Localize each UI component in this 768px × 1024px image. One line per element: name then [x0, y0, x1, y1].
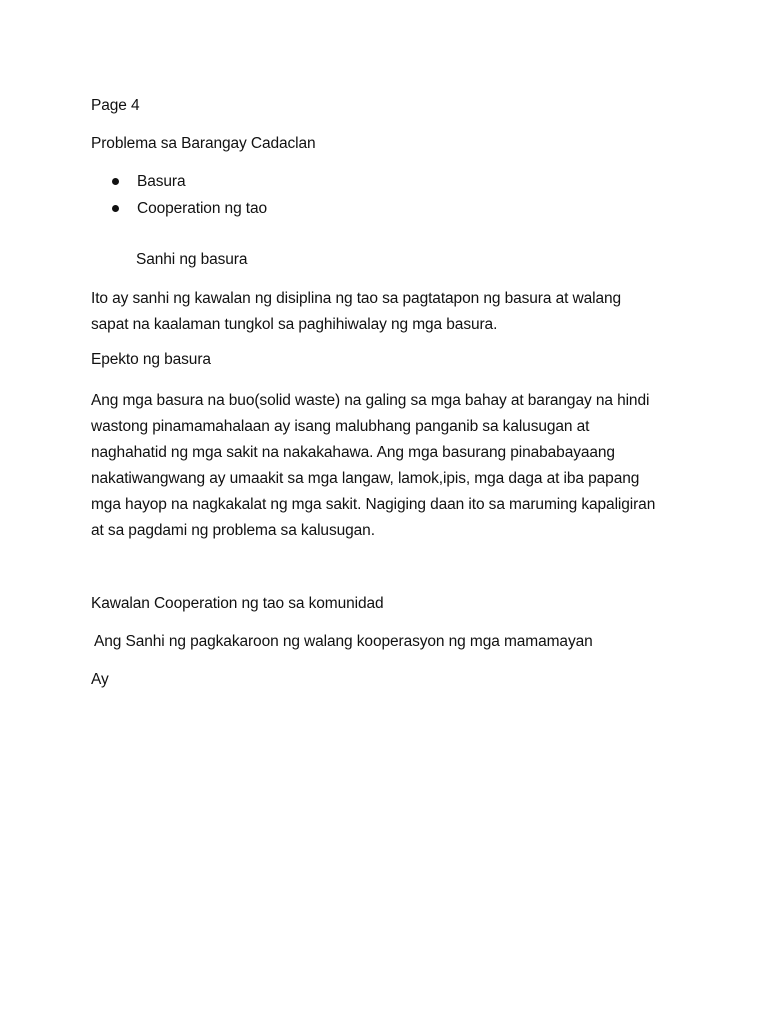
paragraph-line: naghahatid ng mga sakit na nakakahawa. Ang mga basurang pinababayaang — [91, 444, 615, 461]
problem-list — [108, 172, 267, 226]
effect-heading: Epekto ng basura — [91, 351, 211, 368]
cause-paragraph — [91, 286, 701, 338]
problem-list-item — [108, 172, 267, 199]
problem-title: Problema sa Barangay Cadaclan — [91, 135, 316, 152]
problem-label: Cooperation ng tao — [137, 200, 268, 217]
trailing-text: Ay — [91, 671, 109, 688]
paragraph-line: mga hayop na nagkakalat ng mga sakit. Nagiging daan ito sa maruming kapaligiran — [91, 496, 656, 513]
problem-label: Basura — [137, 173, 186, 190]
paragraph-line: at sa pagdami ng problema sa kalusugan. — [91, 522, 375, 539]
cooperation-text: Ang Sanhi ng pagkakaroon ng walang kooperasyon ng mga mamamayan — [94, 633, 593, 650]
paragraph-line: wastong pinamamahalaan ay isang malubhang panganib sa kalusugan at — [91, 418, 590, 435]
problem-list-item — [108, 199, 267, 226]
page-label: Page 4 — [91, 97, 140, 114]
paragraph-line: Ang mga basura na buo(solid waste) na galing sa mga bahay at barangay na hindi — [91, 392, 650, 409]
paragraph-line: sapat na kaalaman tungkol sa paghihiwalay ng mga basura. — [91, 316, 498, 333]
bullet-icon — [112, 205, 119, 212]
paragraph-line: Ito ay sanhi ng kawalan ng disiplina ng tao sa pagtatapon ng basura at walang — [91, 290, 622, 307]
cooperation-heading: Kawalan Cooperation ng tao sa komunidad — [91, 595, 384, 612]
paragraph-line: nakatiwangwang ay umaakit sa mga langaw, lamok,ipis, mga daga at iba papang — [91, 470, 640, 487]
cause-heading: Sanhi ng basura — [136, 251, 248, 268]
effect-paragraph — [91, 388, 701, 544]
bullet-icon — [112, 178, 119, 185]
